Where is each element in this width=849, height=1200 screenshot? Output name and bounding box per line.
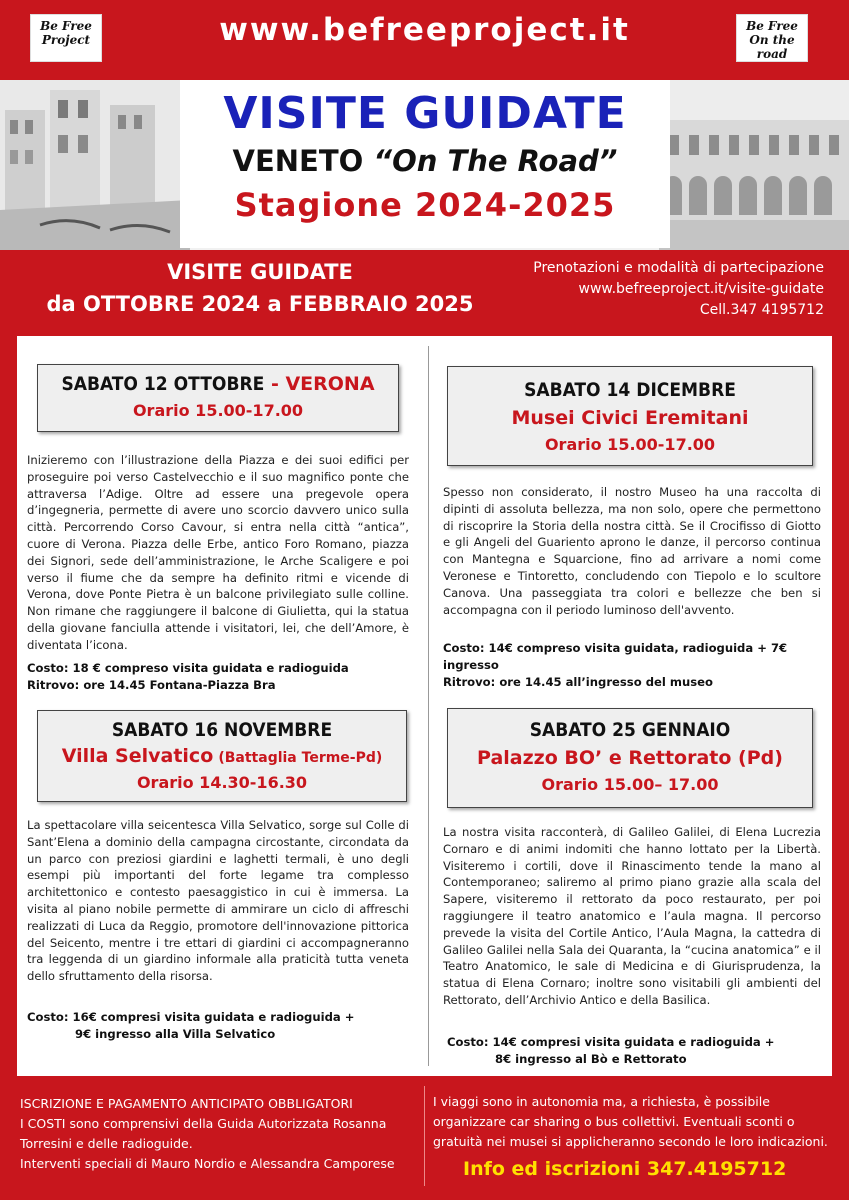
info-phone[interactable]: Info ed iscrizioni 347.4195712	[463, 1158, 787, 1180]
event-place: Palazzo BO’ e Rettorato (Pd)	[477, 747, 783, 769]
cost-line: Costo: 14€ compresi visita guidata e radioguida +	[447, 1035, 775, 1049]
padova-palazzo-photo	[659, 80, 849, 250]
subtitle-quote: “On The Road”	[373, 144, 618, 178]
footer-right-text: I viaggi sono in autonomia ma, a richiesta, è possibile organizzare car sharing o bus collettivi. Eventuali sconti o gratuità nei musei si applicheranno secondo le loro indicazioni.	[433, 1094, 828, 1149]
event-place: Villa Selvatico	[61, 745, 214, 767]
befree-on-the-road-logo[interactable]	[736, 14, 808, 62]
booking-line1: Prenotazioni e modalità di partecipazione	[533, 260, 824, 276]
subtitle-prefix: VENETO	[232, 144, 374, 178]
event-description: Inizieremo con l’illustrazione della Piazza e dei suoi edifici per proseguire poi verso Castelvecchio e il suo magnifico ponte che attraversa l’Adige. Oltre ad essere una pregevole opera d’ingegneria, permette di avere uno scorcio davvero unico sulla città. Percorrendo Corso Cavour, si entra nella città “antica”, cuore di Verona. Piazza delle Erbe, antico Foro Romano, piazza dei Signori, sede dell’amministrazione, le Arche Scaligere e poi verso il fiume che da sempre ha definito ritmi e vicende di Verona, dove Ponte Pietra è un balcone privilegiato sulle colline. Non rimane che raggiungere il balcone di Giulietta, qui la statua della giovane fanciulla attende i visitatori, lei, che dell’Amore, è diventata l’icona.	[27, 453, 409, 652]
footer-special: Interventi speciali di Mauro Nordio e Alessandra Camporese	[20, 1156, 395, 1171]
meeting-line: Ritrovo: ore 14.45 Fontana-Piazza Bra	[27, 677, 276, 692]
footer-costs: I COSTI sono comprensivi della Guida Autorizzata Rosanna Torresini e delle radioguide.	[20, 1116, 387, 1151]
site-url[interactable]: www.befreeproject.it	[219, 12, 630, 48]
logo-right-text: Be Free On the road	[746, 19, 798, 61]
booking-info	[533, 258, 824, 321]
period-line1: VISITE GUIDATE	[167, 260, 353, 284]
meeting-line: Ritrovo: ore 14.45 all’ingresso del museo	[443, 674, 713, 689]
event-cost	[27, 1009, 417, 1043]
event-time: Orario 15.00-17.00	[544, 435, 716, 454]
event-place-note: (Battaglia Terme-Pd)	[218, 750, 383, 766]
event-date: SABATO 16 NOVEMBRE	[111, 719, 333, 741]
event-box-musei-eremitani	[447, 366, 813, 466]
event-time: Orario 14.30-16.30	[136, 773, 308, 792]
event-place: - VERONA	[264, 373, 375, 395]
event-description: La nostra visita racconterà, di Galileo Galilei, di Elena Lucrezia Cornaro e di animi indomiti che hanno lottato per la Libertà. Visiteremo i cortili, dove il Rinascimento tende la mano al Contemporaneo; saliremo al primo piano grazie alla scala del Sapere, visiteremo il rettorato da poco restaurato, per poi raggiungere il teatro anatomico e l’aula magna. Il percorso prevede la visita del Cortile Antico, l’Aula Magna, la cattedra di Galileo Galilei nella Sala dei Quaranta, la “cucina anatomica” e il Teatro Anatomico, le sale di Medicina e di Giurisprudenza, la statua di Elena Cornaro; inoltre sono visitabili gli ambienti del Rettorato, dell’Archivio Antico e della Basilica.	[443, 825, 821, 1007]
cost-line: Costo: 14€ compreso visita guidata, radioguida + 7€ ingresso	[443, 641, 788, 672]
event-date: SABATO 12 OTTOBRE	[61, 373, 265, 395]
booking-phone[interactable]: Cell.347 4195712	[699, 302, 824, 318]
cost-line: Costo: 16€ compresi visita guidata e radioguida +	[27, 1010, 355, 1024]
event-title	[38, 373, 398, 395]
event-cost	[447, 1034, 832, 1068]
event-date: SABATO 14 DICEMBRE	[524, 379, 736, 401]
footer-mandatory: ISCRIZIONE E PAGAMENTO ANTICIPATO OBBLIGATORI	[20, 1096, 353, 1111]
period-heading	[0, 258, 520, 322]
title-panel	[180, 80, 670, 248]
booking-url[interactable]: www.befreeproject.it/visite-guidate	[578, 281, 824, 297]
main-title: VISITE GUIDATE	[223, 88, 627, 139]
column-divider	[428, 346, 429, 1066]
event-box-verona	[37, 364, 399, 432]
cost-line: Costo: 18 € compreso visita guidata e radioguida	[27, 661, 349, 675]
event-place: Musei Civici Eremitani	[511, 407, 749, 429]
event-cost	[443, 640, 828, 690]
event-description: Spesso non considerato, il nostro Museo ha una raccolta di dipinti di assoluta bellezza, ma non solo, opere che permettono di riscoprire la Storia della nostra città. Se il Crocifisso di Giotto e gli Angeli del Guariento aprono le danze, il percorso continua con Mantegna e Squarcione, fino ad arrivare a nomi come Veronese e Tintoretto, concludendo con Tiepolo e lo scultore Canova. Una passeggiata tra colori e bellezze che ben si accompagna con il periodo luminoso dell'avvento.	[443, 485, 821, 617]
photo-strip	[0, 80, 849, 250]
content-area	[17, 336, 832, 1076]
event-box-villa-selvatico	[37, 710, 407, 802]
event-box-palazzo-bo	[447, 708, 813, 808]
event-place-row	[38, 745, 406, 767]
event-time: Orario 15.00-17.00	[132, 401, 304, 420]
footer-left	[20, 1094, 420, 1174]
subtitle	[180, 144, 670, 178]
event-description: La spettacolare villa seicentesca Villa Selvatico, sorge sul Colle di Sant’Elena a dominio della campagna circostante, circondata da un parco con preziosi giardini e laghetti termali, è uno degli esempi più importanti del forte legame tra complesso architettonico e contesto paesaggistico in cui è immersa. La visita al piano nobile permette di ammirare un ciclo di affreschi realizzati di Luca da Reggio, promotore dell'innovazione pittorica del Seicento, mentre i tre ettari di giardini ci accompagneranno tra leggenda di un giardino informale alla praticità tutta veneta dello sfruttamento della risorsa.	[27, 818, 409, 984]
footer-divider	[424, 1086, 425, 1186]
header-bar	[0, 0, 849, 80]
venice-canal-photo	[0, 80, 190, 250]
logo-left-text: Be Free Project	[40, 19, 92, 47]
event-date: SABATO 25 GENNAIO	[529, 719, 731, 741]
period-line2: da OTTOBRE 2024 a FEBBRAIO 2025	[46, 292, 474, 316]
meeting-line: 8€ ingresso al Bò e Rettorato	[495, 1051, 687, 1066]
season-title: Stagione 2024-2025	[234, 186, 616, 224]
event-time: Orario 15.00– 17.00	[541, 775, 719, 794]
meeting-line: 9€ ingresso alla Villa Selvatico	[75, 1026, 276, 1041]
event-cost	[27, 660, 417, 694]
